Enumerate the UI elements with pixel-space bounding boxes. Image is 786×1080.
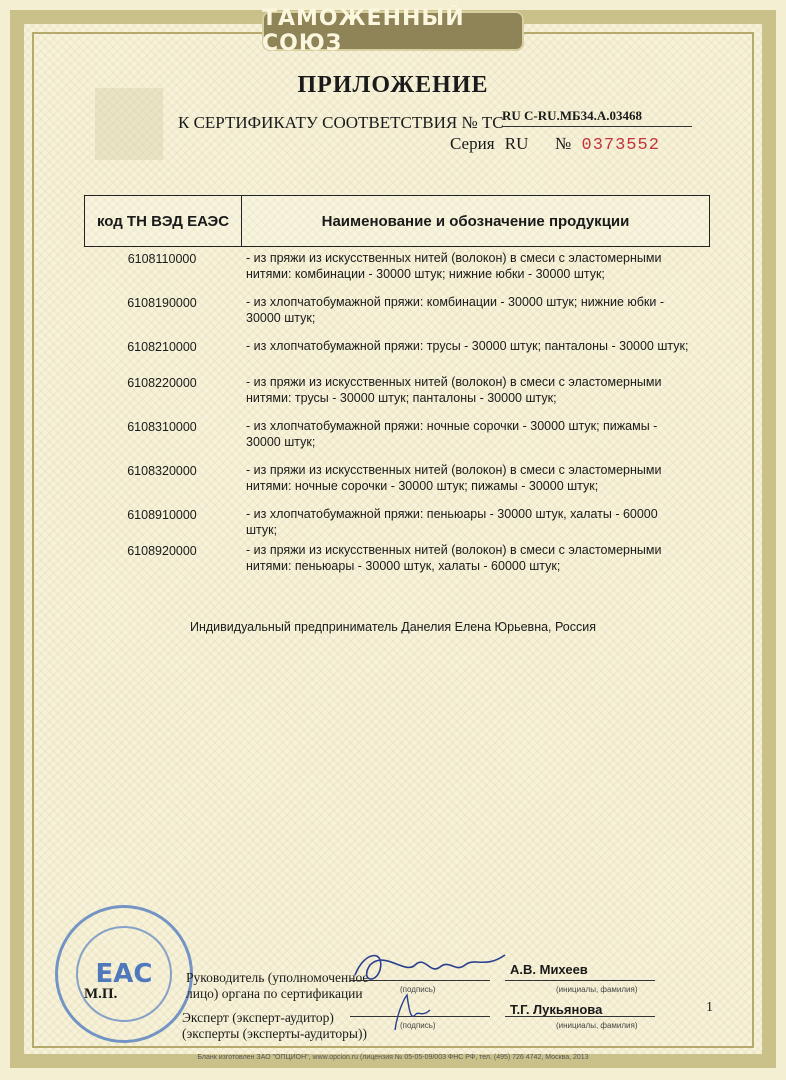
hs-code: 6108910000 bbox=[127, 508, 197, 522]
customs-union-banner: ТАМОЖЕННЫЙ СОЮЗ bbox=[262, 11, 524, 51]
product-description: - из хлопчатобумажной пряжи: ночные сорочки - 30000 штук; пижамы - 30000 штук; bbox=[246, 419, 658, 449]
hs-code: 6108110000 bbox=[127, 252, 197, 266]
product-list bbox=[84, 250, 710, 586]
form-number: 0373552 bbox=[581, 136, 660, 155]
eac-seal bbox=[55, 905, 193, 1043]
table-row bbox=[84, 418, 710, 456]
table-row bbox=[84, 506, 710, 536]
hs-code: 6108190000 bbox=[127, 296, 197, 310]
head-name-line bbox=[505, 980, 655, 981]
certificate-holder: Индивидуальный предприниматель Данелия Елена Юрьевна, Россия bbox=[189, 620, 596, 634]
number-label: № bbox=[555, 134, 572, 153]
product-description: - из пряжи из искусственных нитей (волокон) в смеси с эластомерными нитями: пеньюары - 30000 штук, халаты - 60000 штук; bbox=[246, 543, 662, 573]
expert-name: Т.Г. Лукьянова bbox=[510, 1002, 603, 1017]
product-description: - из пряжи из искусственных нитей (волокон) в смеси с эластомерными нитями: трусы - 30000 штук; панталоны - 30000 штук; bbox=[246, 375, 662, 405]
header-code: код ТН ВЭД ЕАЭС bbox=[85, 196, 242, 246]
certificate-subtitle: К СЕРТИФИКАТУ СООТВЕТСТВИЯ № ТС bbox=[178, 113, 504, 132]
table-row bbox=[84, 294, 710, 332]
table-row bbox=[84, 462, 710, 500]
hs-code: 6108210000 bbox=[127, 340, 197, 354]
expert-initials-caption: (инициалы, фамилия) bbox=[556, 1021, 638, 1030]
page-title: ПРИЛОЖЕНИЕ bbox=[297, 72, 489, 98]
product-description: - из хлопчатобумажной пряжи: пеньюары - 30000 штук, халаты - 60000 штук; bbox=[246, 507, 658, 537]
expert-signature bbox=[385, 990, 445, 1035]
head-initials-caption: (инициалы, фамилия) bbox=[556, 985, 638, 994]
hs-code: 6108220000 bbox=[127, 376, 197, 390]
product-description: - из хлопчатобумажной пряжи: трусы - 30000 штук; панталоны - 30000 штук; bbox=[246, 339, 689, 353]
head-label bbox=[186, 970, 368, 1002]
stamp-place-label: М.П. bbox=[84, 986, 118, 1002]
series-value: RU bbox=[504, 134, 529, 153]
product-description: - из пряжи из искусственных нитей (волокон) в смеси с эластомерными нитями: комбинации - 30000 штук; нижние юбки - 30000 штук; bbox=[246, 251, 662, 281]
page-number: 1 bbox=[706, 1000, 713, 1015]
hs-code: 6108310000 bbox=[127, 420, 197, 434]
table-row bbox=[84, 542, 710, 580]
head-name: А.В. Михеев bbox=[510, 962, 588, 977]
product-description: - из хлопчатобумажной пряжи: комбинации - 30000 штук; нижние юбки - 30000 штук; bbox=[246, 295, 665, 325]
expert-name-line bbox=[505, 1016, 655, 1017]
head-signature-caption: (подпись) bbox=[400, 985, 436, 994]
product-description: - из пряжи из искусственных нитей (волокон) в смеси с эластомерными нитями: ночные сорочки - 30000 штук; пижамы - 30000 штук; bbox=[246, 463, 662, 493]
eac-mark: ЕАС bbox=[76, 926, 172, 1022]
expert-signature-caption: (подпись) bbox=[400, 1021, 436, 1030]
header-product-name: Наименование и обозначение продукции bbox=[321, 212, 630, 230]
series-row bbox=[450, 134, 660, 155]
expert-label-line-2: (эксперты (эксперты-аудиторы)) bbox=[182, 1026, 367, 1041]
hs-code: 6108320000 bbox=[127, 464, 197, 478]
expert-label bbox=[182, 1010, 367, 1042]
table-header bbox=[84, 195, 710, 247]
table-row bbox=[84, 338, 710, 368]
certificate-number: RU C-RU.МБ34.А.03468 bbox=[502, 108, 692, 127]
head-label-line-2: лицо) органа по сертификации bbox=[186, 986, 363, 1001]
hs-code: 6108920000 bbox=[127, 544, 197, 558]
table-row bbox=[84, 250, 710, 288]
series-label: Серия bbox=[450, 134, 495, 153]
form-printer-footer: Бланк изготовлен ЗАО "ОПЦИОН", www.opcion.ru (лицензия № 05-05-09/003 ФНС РФ, тел. (495) 726 4742, Москва, 2013 bbox=[197, 1054, 589, 1061]
head-label-line-1: Руководитель (уполномоченное bbox=[186, 970, 369, 985]
head-signature bbox=[345, 945, 515, 990]
expert-label-line-1: Эксперт (эксперт-аудитор) bbox=[182, 1010, 334, 1025]
table-row bbox=[84, 374, 710, 412]
